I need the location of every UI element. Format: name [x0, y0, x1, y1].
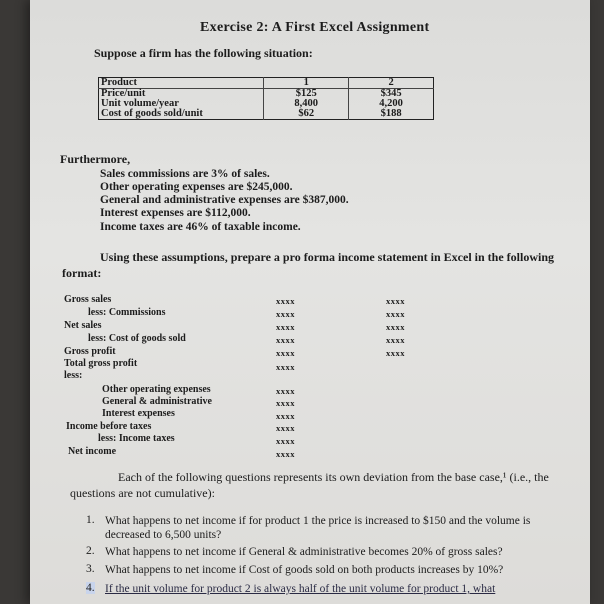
- question-text: If the unit volume for product 2 is always half of the unit volume for product 1, what: [105, 583, 496, 595]
- question-number: 3.: [86, 563, 95, 575]
- is-value-c1: xxxx: [276, 362, 295, 372]
- header-product-2: 2: [349, 78, 434, 89]
- question-text: What happens to net income if for product 1 the price is increased to $150 and the volume is decreased to 6,500 units?: [105, 515, 531, 541]
- question-number: 4.: [86, 582, 95, 594]
- questions-intro-cont: questions are not cumulative):: [70, 486, 215, 500]
- question-number: 2.: [86, 545, 95, 557]
- question-number: 1.: [86, 514, 95, 526]
- is-value-c2: xxxx: [386, 335, 405, 345]
- instruction-text: Using these assumptions, prepare a pro forma income statement in Excel in the following: [100, 250, 554, 264]
- is-value-c1: xxxx: [276, 335, 295, 345]
- table-header-row: [99, 78, 434, 89]
- is-value-c2: xxxx: [386, 296, 405, 306]
- is-value-c1: xxxx: [276, 398, 295, 408]
- is-label: General & administrative: [102, 396, 212, 407]
- cell-p2: 4,200: [349, 99, 434, 109]
- is-label: less:: [64, 370, 83, 381]
- document-page: [30, 0, 590, 604]
- is-label: Income before taxes: [66, 421, 152, 432]
- is-value-c2: xxxx: [386, 348, 405, 358]
- cell-p1: $62: [264, 109, 349, 120]
- is-value-c1: xxxx: [276, 309, 295, 319]
- is-label: Net sales: [64, 320, 102, 331]
- cell-p2: $188: [349, 109, 434, 120]
- is-label: Other operating expenses: [102, 384, 211, 395]
- questions-intro: Each of the following questions represents its own deviation from the base case,¹ (i.e., the: [118, 470, 549, 484]
- row-label: Price/unit: [101, 88, 146, 99]
- is-value-c1: xxxx: [276, 296, 295, 306]
- facts-table: [98, 77, 434, 120]
- is-label: Gross profit: [64, 346, 116, 357]
- is-label: less: Commissions: [88, 307, 166, 318]
- is-value-c2: xxxx: [386, 322, 405, 332]
- is-value-c1: xxxx: [276, 436, 295, 446]
- furthermore-heading: Furthermore,: [60, 152, 131, 166]
- header-product-1: 1: [264, 78, 349, 89]
- is-value-c1: xxxx: [276, 411, 295, 421]
- instruction-text-cont: format:: [62, 266, 102, 280]
- is-label: Interest expenses: [102, 408, 175, 419]
- assumption-item: Sales commissions are 3% of sales.: [100, 168, 270, 180]
- assumption-item: Income taxes are 46% of taxable income.: [100, 221, 301, 233]
- assumption-item: Other operating expenses are $245,000.: [100, 181, 293, 193]
- page-title: Exercise 2: A First Excel Assignment: [200, 20, 430, 35]
- row-label: Cost of goods sold/unit: [101, 108, 203, 119]
- assumption-item: General and administrative expenses are $387,000.: [100, 194, 349, 206]
- is-value-c1: xxxx: [276, 423, 295, 433]
- is-value-c1: xxxx: [276, 348, 295, 358]
- is-label: Net income: [68, 446, 117, 457]
- intro-text: Suppose a firm has the following situation:: [94, 46, 313, 60]
- cell-p1: $125: [264, 89, 349, 100]
- is-label: less: Cost of goods sold: [88, 333, 186, 344]
- row-label: Unit volume/year: [101, 98, 179, 109]
- is-value-c1: xxxx: [276, 386, 295, 396]
- is-value-c2: xxxx: [386, 309, 405, 319]
- header-product: Product: [99, 78, 264, 89]
- is-label: less: Income taxes: [98, 433, 175, 444]
- question-text: What happens to net income if General & administrative becomes 20% of gross sales?: [105, 546, 503, 558]
- cell-p1: 8,400: [264, 99, 349, 109]
- is-label: Total gross profit: [64, 358, 138, 369]
- question-text: What happens to net income if Cost of goods sold on both products increases by 10%?: [105, 564, 504, 576]
- cell-p2: $345: [349, 89, 434, 100]
- table-row: [99, 109, 434, 120]
- is-value-c1: xxxx: [276, 322, 295, 332]
- assumption-item: Interest expenses are $112,000.: [100, 207, 251, 219]
- is-label: Gross sales: [64, 294, 112, 305]
- is-value-c1: xxxx: [276, 449, 295, 459]
